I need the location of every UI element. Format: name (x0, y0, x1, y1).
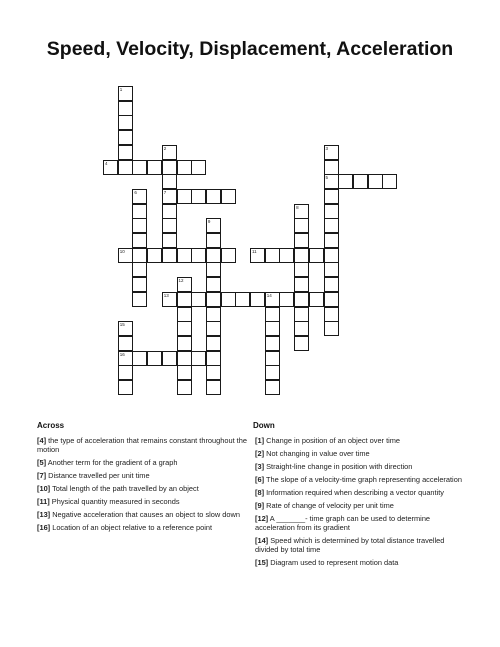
crossword-cell[interactable] (294, 307, 309, 322)
crossword-cell[interactable] (221, 292, 236, 307)
crossword-cell[interactable] (132, 189, 147, 204)
cell-number: 9 (207, 219, 211, 225)
crossword-cell[interactable] (265, 292, 280, 307)
crossword-cell[interactable] (132, 292, 147, 307)
crossword-cell[interactable] (309, 292, 324, 307)
clue-text: Physical quantity measured in seconds (49, 497, 180, 506)
cell-number: 2 (163, 145, 167, 151)
crossword-cell[interactable] (147, 248, 162, 263)
crossword-cell[interactable] (294, 321, 309, 336)
crossword-cell[interactable] (177, 336, 192, 351)
clue-number: [7] (37, 471, 47, 480)
clue-text: Total length of the path travelled by an object (50, 484, 199, 493)
crossword-cell[interactable] (191, 248, 206, 263)
down-clue (255, 475, 467, 484)
crossword-cell[interactable] (265, 321, 280, 336)
crossword-cell[interactable] (221, 189, 236, 204)
crossword-cell[interactable] (324, 262, 339, 277)
crossword-cell[interactable] (162, 248, 177, 263)
crossword-cell[interactable] (368, 174, 383, 189)
crossword-cell[interactable] (250, 248, 265, 263)
crossword-cell[interactable] (162, 174, 177, 189)
crossword-cell[interactable] (162, 351, 177, 366)
crossword-cell[interactable] (206, 336, 221, 351)
clue-text: Diagram used to represent motion data (268, 558, 399, 567)
crossword-cell[interactable] (132, 218, 147, 233)
crossword-cell[interactable] (177, 248, 192, 263)
across-clue-list (37, 436, 249, 536)
crossword-cell[interactable] (177, 351, 192, 366)
down-clue (255, 488, 467, 497)
crossword-cell[interactable] (118, 145, 133, 160)
crossword-cell[interactable] (265, 365, 280, 380)
crossword-cell[interactable] (191, 160, 206, 175)
crossword-cell[interactable] (294, 218, 309, 233)
crossword-cell[interactable] (118, 160, 133, 175)
crossword-cell[interactable] (206, 248, 221, 263)
across-clue (37, 497, 249, 506)
crossword-cell[interactable] (118, 336, 133, 351)
clue-number: [15] (255, 558, 269, 567)
crossword-cell[interactable] (132, 277, 147, 292)
crossword-cell[interactable] (265, 336, 280, 351)
clue-number: [9] (255, 501, 265, 510)
crossword-cell[interactable] (294, 336, 309, 351)
crossword-cell[interactable] (324, 189, 339, 204)
crossword-cell[interactable] (147, 351, 162, 366)
crossword-cell[interactable] (118, 115, 133, 130)
crossword-cell[interactable] (206, 351, 221, 366)
clue-text: A _______- time graph can be used to determine acceleration from its gradient (255, 514, 431, 532)
crossword-cell[interactable] (206, 189, 221, 204)
crossword-cell[interactable] (162, 145, 177, 160)
crossword-cell[interactable] (191, 189, 206, 204)
crossword-cell[interactable] (206, 262, 221, 277)
crossword-cell[interactable] (324, 307, 339, 322)
crossword-cell[interactable] (206, 380, 221, 395)
crossword-cell[interactable] (338, 174, 353, 189)
cell-number: 8 (296, 204, 299, 210)
crossword-cell[interactable] (206, 365, 221, 380)
clue-number: [1] (255, 436, 265, 445)
crossword-cell[interactable] (324, 160, 339, 175)
crossword-cell[interactable] (265, 248, 280, 263)
clue-text: Change in position of an object over time (264, 436, 401, 445)
down-clue (255, 514, 467, 532)
crossword-cell[interactable] (279, 248, 294, 263)
crossword-cell[interactable] (324, 277, 339, 292)
clue-number: [11] (37, 497, 50, 506)
crossword-cell[interactable] (294, 204, 309, 219)
page-title: Speed, Velocity, Displacement, Acceleration (46, 38, 454, 60)
crossword-cell[interactable] (132, 248, 147, 263)
clue-text: The slope of a velocity-time graph representing acceleration (264, 475, 462, 484)
crossword-cell[interactable] (177, 365, 192, 380)
down-clue-list (255, 436, 467, 571)
cell-number: 15 (119, 322, 125, 328)
crossword-cell[interactable] (132, 160, 147, 175)
crossword-cell[interactable] (177, 160, 192, 175)
crossword-cell[interactable] (118, 101, 133, 116)
crossword-cell[interactable] (235, 292, 250, 307)
clue-text: Rate of change of velocity per unit time (264, 501, 394, 510)
crossword-cell[interactable] (265, 307, 280, 322)
crossword-cell[interactable] (162, 160, 177, 175)
across-clue (37, 458, 249, 467)
crossword-cell[interactable] (206, 292, 221, 307)
crossword-cell[interactable] (221, 248, 236, 263)
crossword-cell[interactable] (177, 277, 192, 292)
crossword-cell[interactable] (118, 380, 133, 395)
clue-number: [4] (37, 436, 47, 445)
down-clue (255, 436, 467, 445)
across-clue (37, 510, 249, 519)
clue-number: [13] (37, 510, 51, 519)
clue-text: Location of an object relative to a reference point (50, 523, 213, 532)
crossword-cell[interactable] (191, 292, 206, 307)
cell-number: 6 (134, 189, 137, 195)
crossword-cell[interactable] (162, 218, 177, 233)
cell-number: 11 (252, 248, 257, 254)
crossword-cell[interactable] (324, 218, 339, 233)
cell-number: 12 (178, 278, 184, 284)
down-clue (255, 501, 467, 510)
crossword-cell[interactable] (206, 307, 221, 322)
crossword-cell[interactable] (279, 292, 294, 307)
cell-number: 3 (325, 145, 329, 151)
clue-number: [2] (255, 449, 265, 458)
crossword-cell[interactable] (324, 174, 339, 189)
cell-number: 14 (266, 292, 272, 298)
crossword-cell[interactable] (162, 233, 177, 248)
cell-number: 1 (119, 87, 123, 92)
clue-text: Negative acceleration that causes an object to slow down (50, 510, 240, 519)
crossword-cell[interactable] (118, 321, 133, 336)
crossword-cell[interactable] (103, 160, 118, 175)
across-clue (37, 484, 249, 493)
cell-number: 5 (325, 175, 329, 181)
clue-number: [3] (255, 462, 265, 471)
crossword-cell[interactable] (132, 204, 147, 219)
clue-text: Not changing in value over time (264, 449, 370, 458)
crossword-cell[interactable] (132, 233, 147, 248)
crossword-cell[interactable] (294, 248, 309, 263)
crossword-cell[interactable] (382, 174, 397, 189)
cell-number: 7 (163, 189, 167, 195)
down-clue (255, 558, 467, 567)
crossword-cell[interactable] (118, 130, 133, 145)
crossword-cell[interactable] (177, 321, 192, 336)
crossword-cell[interactable] (162, 292, 177, 307)
crossword-cell[interactable] (118, 86, 133, 101)
crossword-cell[interactable] (191, 351, 206, 366)
crossword-cell[interactable] (177, 380, 192, 395)
crossword-cell[interactable] (294, 233, 309, 248)
clue-text: Speed which is determined by total distance travelled divided by total time (255, 536, 445, 554)
crossword-cell[interactable] (177, 189, 192, 204)
cell-number: 13 (163, 292, 169, 298)
cell-number: 16 (119, 351, 125, 357)
crossword-cell[interactable] (250, 292, 265, 307)
clue-number: [16] (37, 523, 51, 532)
across-clue (37, 523, 249, 532)
crossword-cell[interactable] (265, 380, 280, 395)
down-clue (255, 462, 467, 471)
crossword-cell[interactable] (309, 248, 324, 263)
crossword-cell[interactable] (118, 365, 133, 380)
clue-number: [6] (255, 475, 265, 484)
crossword-cell[interactable] (177, 307, 192, 322)
crossword-cell[interactable] (206, 277, 221, 292)
crossword-cell[interactable] (324, 292, 339, 307)
clue-number: [8] (255, 488, 265, 497)
clue-text: Information required when describing a vector quantity (264, 488, 444, 497)
crossword-cell[interactable] (206, 218, 221, 233)
clue-number: [12] (255, 514, 269, 523)
crossword-cell[interactable] (324, 321, 339, 336)
crossword-cell[interactable] (132, 351, 147, 366)
down-clue (255, 536, 467, 554)
crossword-cell[interactable] (294, 292, 309, 307)
crossword-cell[interactable] (294, 262, 309, 277)
crossword-cell[interactable] (294, 277, 309, 292)
crossword-cell[interactable] (206, 233, 221, 248)
down-heading: Down (253, 421, 275, 430)
clue-text: the type of acceleration that remains constant throughout the motion (37, 436, 247, 454)
cell-number: 4 (105, 160, 108, 166)
clue-text: Distance travelled per unit time (46, 471, 150, 480)
crossword-cell[interactable] (147, 160, 162, 175)
crossword-cell[interactable] (118, 351, 133, 366)
across-clue (37, 471, 249, 480)
crossword-cell[interactable] (324, 248, 339, 263)
crossword-cell[interactable] (118, 248, 133, 263)
clue-number: [5] (37, 458, 47, 467)
crossword-cell[interactable] (353, 174, 368, 189)
clue-number: [14] (255, 536, 269, 545)
across-clue (37, 436, 249, 454)
crossword-cell[interactable] (132, 262, 147, 277)
crossword-cell[interactable] (324, 204, 339, 219)
crossword-cell[interactable] (324, 233, 339, 248)
crossword-cell[interactable] (324, 145, 339, 160)
clue-text: Straight-line change in position with direction (264, 462, 413, 471)
clue-number: [10] (37, 484, 51, 493)
across-heading: Across (37, 421, 65, 430)
crossword-cell[interactable] (177, 292, 192, 307)
crossword-cell[interactable] (162, 204, 177, 219)
crossword-cell[interactable] (206, 321, 221, 336)
crossword-cell[interactable] (265, 351, 280, 366)
down-clue (255, 449, 467, 458)
crossword-cell[interactable] (162, 189, 177, 204)
clue-text: Another term for the gradient of a graph (46, 458, 178, 467)
cell-number: 10 (119, 248, 125, 254)
